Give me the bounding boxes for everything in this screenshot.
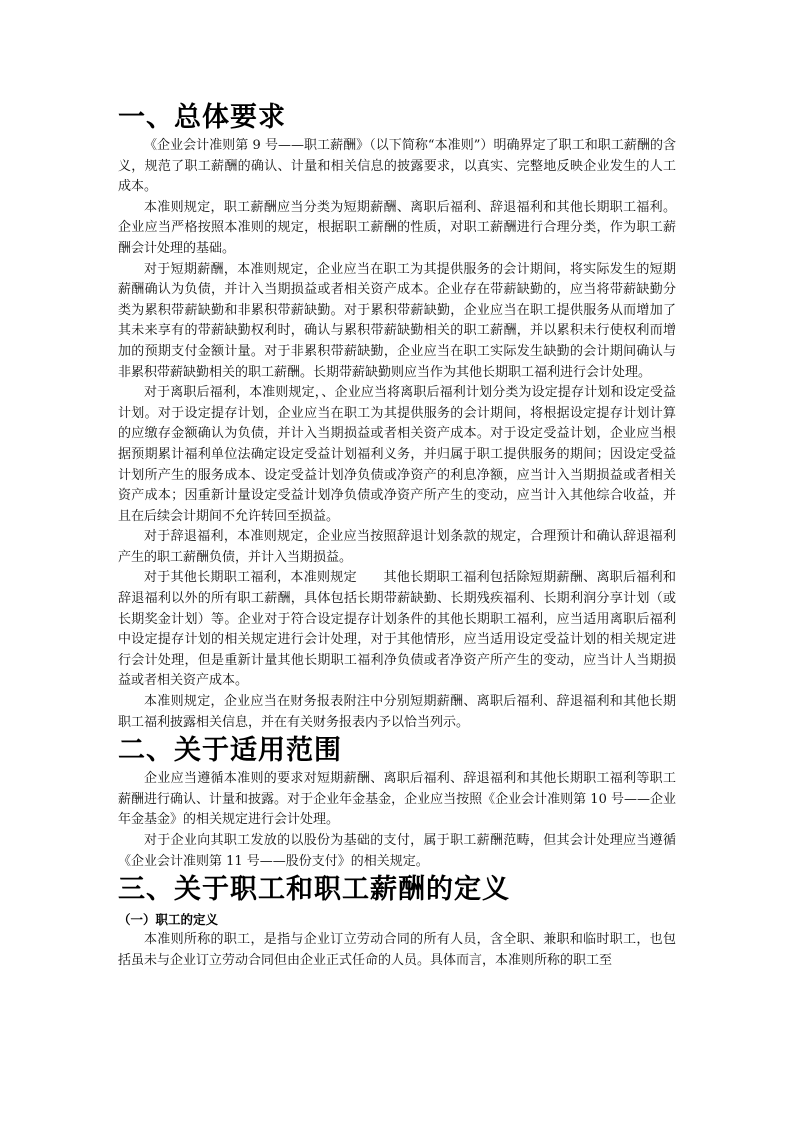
section-scope <box>118 733 676 872</box>
paragraph: 对于短期薪酬，本准则规定，企业应当在职工为其提供服务的会计期间，将实际发生的短期薪酬确认为负债，并计入当期损益或者相关资产成本。企业存在带薪缺勤的，应当将带薪缺勤分类为累积带薪缺勤和非累积带薪缺勤。对于累积带薪缺勤，企业应当在职工提供服务从而增加了其未来享有的带薪缺勤权利时，确认与累积带薪缺勤相关的职工薪酬，并以累积未行使权利而增加的预期支付金额计量。对于非累积带薪缺勤，企业应当在职工实际发生缺勤的会计期间确认与非累积带薪缺勤相关的职工薪酬。长期带薪缺勤则应当作为其他长期职工福利进行会计处理。 <box>118 261 676 380</box>
section-general-requirements <box>118 100 676 733</box>
paragraph: 对于离职后福利，本准则规定，、企业应当将离职后福利计划分类为设定提存计划和设定受益计划。对于设定提存计划，企业应当在职工为其提供服务的会计期间，将根据设定提存计划计算的应缴存金额确认为负债，并计入当期损益或者相关资产成本。对于设定受益计划，企业应当根据预期累计福利单位法确定设定受益计划福利义务，并归属于职工提供服务的期间；因设定受益计划所产生的服务成本、设定受益计划净负债或净资产的利息净额，应当计入当期损益或者相关资产成本；因重新计量设定受益计划净负债或净资产所产生的变动，应当计入其他综合收益，并且在后续会计期间不允许转回至损益。 <box>118 385 676 524</box>
section-heading: 二、关于适用范围 <box>118 735 342 767</box>
paragraph: 本准则规定，企业应当在财务报表附注中分别短期薪酬、离职后福利、辞退福利和其他长期职工福利披露相关信息，并在有关财务报表内予以恰当列示。 <box>118 694 676 730</box>
paragraph: 对于辞退福利，本准则规定，企业应当按照辞退计划条款的规定，合理预计和确认辞退福利产生的职工薪酬负债，并计入当期损益。 <box>118 529 676 565</box>
document-body <box>118 100 676 971</box>
paragraph: 《企业会计准则第 9 号——职工薪酬》（以下简称“本准则”）明确界定了职工和职工薪酬的含义，规范了职工薪酬的确认、计量和相关信息的披露要求，以真实、完整地反映企业发生的人工成本。 <box>118 138 676 195</box>
paragraph: 对于企业向其职工发放的以股份为基础的支付，属于职工薪酬范畴，但其会计处理应当遵循《企业会计准则第 11 号——股份支付》的相关规定。 <box>118 833 676 869</box>
paragraph: 对于其他长期职工福利，本准则规定 其他长期职工福利包括除短期薪酬、离职后福利和辞退福利以外的所有职工薪酬，具体包括长期带薪缺勤、长期残疾福利、长期利润分享计划（或长期奖金计划）等。企业对于符合设定提存计划条件的其他长期职工福利，应当适用离职后福利中设定提存计划的相关规定进行会计处理，对于其他情形，应当适用设定受益计划的相关规定进行会计处理，但是重新计量其他长期职工福利净负债或者净资产所产生的变动，应当计人当期损益或者相关资产成本。 <box>118 570 676 689</box>
section-definitions <box>118 872 676 971</box>
subsection-heading: （一）职工的定义 <box>118 912 219 928</box>
section-heading: 一、总体要求 <box>118 102 286 133</box>
paragraph: 本准则规定，职工薪酬应当分类为短期薪酬、离职后福利、辞退福利和其他长期职工福利。企业应当严格按照本准则的规定，根据职工薪酬的性质，对职工薪酬进行合理分类，作为职工薪酬会计处理的基础。 <box>118 199 676 256</box>
paragraph: 企业应当遵循本准则的要求对短期薪酬、离职后福利、辞退福利和其他长期职工福利等职工薪酬进行确认、计量和披露。对于企业年金基金，企业应当按照《企业会计准则第 10 号——企业年金基金》的相关规定进行会计处理。 <box>118 771 676 828</box>
section-heading: 三、关于职工和职工薪酬的定义 <box>118 874 510 906</box>
paragraph: 本准则所称的职工，是指与企业订立劳动合同的所有人员，含全职、兼职和临时职工，也包括虽未与企业订立劳动合同但由企业正式任命的人员。具体而言，本准则所称的职工至 <box>118 932 676 968</box>
